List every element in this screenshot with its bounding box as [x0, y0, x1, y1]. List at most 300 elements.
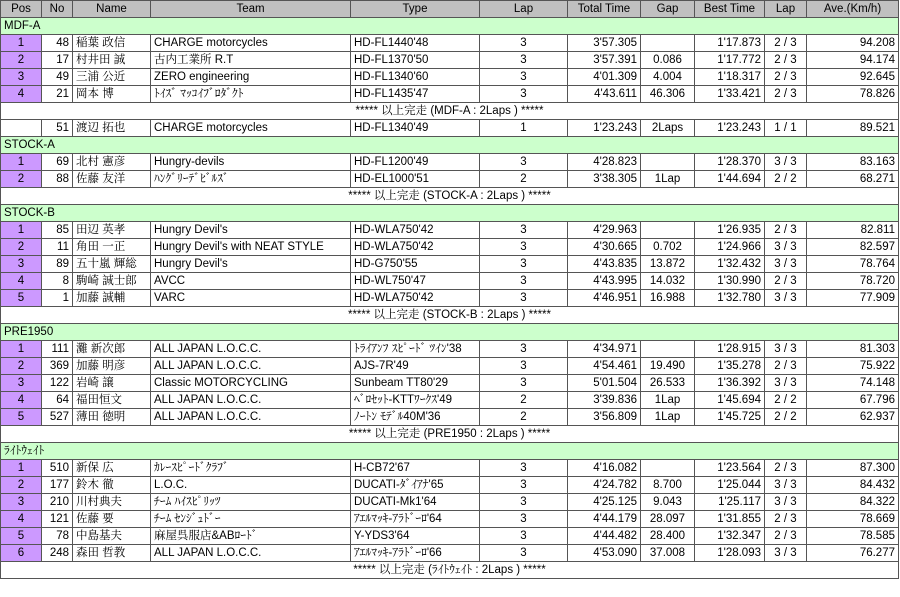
- cell-name: 川村典夫: [73, 494, 151, 511]
- header-best-time: Best Time: [695, 1, 765, 18]
- finish-line-row: [1, 103, 899, 120]
- cell-gap: 13.872: [641, 256, 695, 273]
- cell-name: 田辺 英孝: [73, 222, 151, 239]
- cell-best-lap: 3 / 3: [765, 154, 807, 171]
- table-row: [1, 273, 899, 290]
- cell-name: 福田恒文: [73, 392, 151, 409]
- cell-type: ﾉｰﾄﾝ ﾓﾃﾞﾙ40M'36: [351, 409, 480, 426]
- cell-type: DUCATI-Mk1'64: [351, 494, 480, 511]
- cell-total-time: 4'30.665: [568, 239, 641, 256]
- cell-lap: 3: [480, 528, 568, 545]
- header-name: Name: [73, 1, 151, 18]
- header-average-speed: Ave.(Km/h): [807, 1, 899, 18]
- cell-lap: 3: [480, 52, 568, 69]
- finish-text: ***** 以上完走 (STOCK-A : 2Laps ) *****: [1, 188, 899, 205]
- cell-no: 89: [42, 256, 73, 273]
- cell-name: 渡辺 拓也: [73, 120, 151, 137]
- cell-total-time: 4'43.611: [568, 86, 641, 103]
- cell-total-time: 3'56.809: [568, 409, 641, 426]
- cell-gap: 28.400: [641, 528, 695, 545]
- cell-gap: 28.097: [641, 511, 695, 528]
- cell-name: 岡本 博: [73, 86, 151, 103]
- cell-best-time: 1'45.694: [695, 392, 765, 409]
- cell-no: 69: [42, 154, 73, 171]
- cell-no: 64: [42, 392, 73, 409]
- cell-average-speed: 94.174: [807, 52, 899, 69]
- header-best-lap: Lap: [765, 1, 807, 18]
- cell-lap: 3: [480, 477, 568, 494]
- header-lap: Lap: [480, 1, 568, 18]
- cell-no: 121: [42, 511, 73, 528]
- cell-best-time: 1'44.694: [695, 171, 765, 188]
- cell-pos: 4: [1, 511, 42, 528]
- cell-type: HD-WL750'47: [351, 273, 480, 290]
- cell-best-time: 1'17.772: [695, 52, 765, 69]
- cell-type: ｱｴﾙﾏｯｷ-ｱﾗﾄﾞｰﾛ'66: [351, 545, 480, 562]
- cell-no: 527: [42, 409, 73, 426]
- cell-total-time: 3'57.391: [568, 52, 641, 69]
- cell-average-speed: 82.597: [807, 239, 899, 256]
- cell-type: HD-FL1370'50: [351, 52, 480, 69]
- cell-no: 11: [42, 239, 73, 256]
- cell-lap: 2: [480, 392, 568, 409]
- cell-name: 薄田 徳明: [73, 409, 151, 426]
- cell-average-speed: 78.585: [807, 528, 899, 545]
- cell-name: 三浦 公近: [73, 69, 151, 86]
- cell-average-speed: 81.303: [807, 341, 899, 358]
- cell-total-time: 4'28.823: [568, 154, 641, 171]
- cell-average-speed: 77.909: [807, 290, 899, 307]
- cell-no: 510: [42, 460, 73, 477]
- table-row: [1, 222, 899, 239]
- cell-gap: [641, 341, 695, 358]
- cell-total-time: 4'24.782: [568, 477, 641, 494]
- finish-text: ***** 以上完走 (STOCK-B : 2Laps ) *****: [1, 307, 899, 324]
- cell-name: 佐藤 要: [73, 511, 151, 528]
- cell-total-time: 3'38.305: [568, 171, 641, 188]
- cell-best-lap: 3 / 3: [765, 494, 807, 511]
- cell-average-speed: 75.922: [807, 358, 899, 375]
- cell-gap: 16.988: [641, 290, 695, 307]
- cell-team: ALL JAPAN L.O.C.C.: [151, 409, 351, 426]
- cell-team: ﾊﾝｸﾞﾘｰﾃﾞﾋﾞﾙｽﾞ: [151, 171, 351, 188]
- cell-no: 210: [42, 494, 73, 511]
- cell-lap: 3: [480, 273, 568, 290]
- cell-gap: [641, 460, 695, 477]
- cell-type: HD-FL1340'60: [351, 69, 480, 86]
- finish-text: ***** 以上完走 (PRE1950 : 2Laps ) *****: [1, 426, 899, 443]
- cell-no: 122: [42, 375, 73, 392]
- table-row: [1, 120, 899, 137]
- cell-team: L.O.C.: [151, 477, 351, 494]
- cell-pos: [1, 120, 42, 137]
- finish-text: ***** 以上完走 (MDF-A : 2Laps ) *****: [1, 103, 899, 120]
- cell-type: HD-WLA750'42: [351, 290, 480, 307]
- cell-pos: 2: [1, 52, 42, 69]
- cell-name: 稲葉 政信: [73, 35, 151, 52]
- cell-type: HD-EL1000'51: [351, 171, 480, 188]
- cell-no: 1: [42, 290, 73, 307]
- cell-team: ALL JAPAN L.O.C.C.: [151, 392, 351, 409]
- cell-average-speed: 83.163: [807, 154, 899, 171]
- cell-type: Sunbeam TT80'29: [351, 375, 480, 392]
- cell-no: 8: [42, 273, 73, 290]
- cell-team: VARC: [151, 290, 351, 307]
- cell-average-speed: 62.937: [807, 409, 899, 426]
- cell-pos: 5: [1, 409, 42, 426]
- table-row: [1, 477, 899, 494]
- cell-name: 森田 哲教: [73, 545, 151, 562]
- cell-best-time: 1'25.117: [695, 494, 765, 511]
- table-row: [1, 494, 899, 511]
- cell-team: ﾄｲｽﾞ ﾏｯｺｲﾌﾞﾛﾀﾞｸﾄ: [151, 86, 351, 103]
- cell-team: ﾁｰﾑ ﾊｲｽﾋﾟﾘｯﾂ: [151, 494, 351, 511]
- cell-name: 灘 新次郎: [73, 341, 151, 358]
- cell-name: 五十嵐 輝総: [73, 256, 151, 273]
- cell-pos: 5: [1, 528, 42, 545]
- cell-pos: 2: [1, 239, 42, 256]
- cell-best-time: 1'28.915: [695, 341, 765, 358]
- cell-gap: 8.700: [641, 477, 695, 494]
- table-row: [1, 171, 899, 188]
- cell-no: 369: [42, 358, 73, 375]
- cell-type: HD-WLA750'42: [351, 239, 480, 256]
- cell-best-time: 1'17.873: [695, 35, 765, 52]
- finish-line-row: [1, 307, 899, 324]
- cell-gap: 0.086: [641, 52, 695, 69]
- cell-lap: 3: [480, 222, 568, 239]
- cell-total-time: 5'01.504: [568, 375, 641, 392]
- cell-best-lap: 3 / 3: [765, 341, 807, 358]
- class-header-row: [1, 205, 899, 222]
- cell-pos: 2: [1, 358, 42, 375]
- cell-best-lap: 2 / 3: [765, 273, 807, 290]
- cell-total-time: 4'53.090: [568, 545, 641, 562]
- cell-best-lap: 2 / 3: [765, 358, 807, 375]
- cell-best-lap: 3 / 3: [765, 375, 807, 392]
- cell-best-lap: 3 / 3: [765, 477, 807, 494]
- cell-type: Y-YDS3'64: [351, 528, 480, 545]
- cell-average-speed: 89.521: [807, 120, 899, 137]
- cell-team: ALL JAPAN L.O.C.C.: [151, 545, 351, 562]
- cell-type: H-CB72'67: [351, 460, 480, 477]
- cell-team: Classic MOTORCYCLING: [151, 375, 351, 392]
- cell-total-time: 4'16.082: [568, 460, 641, 477]
- class-name: PRE1950: [1, 324, 899, 341]
- cell-name: 加藤 明彦: [73, 358, 151, 375]
- cell-average-speed: 68.271: [807, 171, 899, 188]
- cell-name: 新保 広: [73, 460, 151, 477]
- table-row: [1, 511, 899, 528]
- cell-total-time: 4'01.309: [568, 69, 641, 86]
- cell-best-lap: 2 / 2: [765, 171, 807, 188]
- cell-gap: 1Lap: [641, 392, 695, 409]
- cell-name: 村井田 誠: [73, 52, 151, 69]
- cell-average-speed: 76.277: [807, 545, 899, 562]
- cell-name: 角田 一正: [73, 239, 151, 256]
- cell-team: 古内工業所 R.T: [151, 52, 351, 69]
- table-row: [1, 375, 899, 392]
- cell-pos: 1: [1, 35, 42, 52]
- cell-pos: 3: [1, 69, 42, 86]
- cell-best-time: 1'18.317: [695, 69, 765, 86]
- cell-gap: 1Lap: [641, 409, 695, 426]
- cell-best-time: 1'32.432: [695, 256, 765, 273]
- cell-lap: 3: [480, 290, 568, 307]
- cell-pos: 2: [1, 171, 42, 188]
- cell-total-time: 3'39.836: [568, 392, 641, 409]
- cell-average-speed: 87.300: [807, 460, 899, 477]
- cell-lap: 3: [480, 154, 568, 171]
- cell-pos: 4: [1, 273, 42, 290]
- cell-team: ZERO engineering: [151, 69, 351, 86]
- cell-team: Hungry Devil's: [151, 222, 351, 239]
- cell-average-speed: 78.669: [807, 511, 899, 528]
- cell-gap: 0.702: [641, 239, 695, 256]
- results-body: [1, 18, 899, 579]
- cell-team: CHARGE motorcycles: [151, 35, 351, 52]
- cell-total-time: 4'25.125: [568, 494, 641, 511]
- cell-average-speed: 67.796: [807, 392, 899, 409]
- cell-no: 49: [42, 69, 73, 86]
- cell-best-time: 1'28.093: [695, 545, 765, 562]
- cell-gap: [641, 154, 695, 171]
- cell-gap: 46.306: [641, 86, 695, 103]
- table-row: [1, 528, 899, 545]
- table-row: [1, 256, 899, 273]
- header-gap: Gap: [641, 1, 695, 18]
- cell-gap: 14.032: [641, 273, 695, 290]
- cell-type: DUCATI-ﾀﾞｲｱﾅ'65: [351, 477, 480, 494]
- cell-name: 岩崎 譲: [73, 375, 151, 392]
- cell-best-lap: 3 / 3: [765, 239, 807, 256]
- cell-lap: 3: [480, 35, 568, 52]
- cell-name: 駒崎 誠士郎: [73, 273, 151, 290]
- header-pos: Pos: [1, 1, 42, 18]
- cell-team: 麻屋呉服店&ABﾛｰﾄﾞ: [151, 528, 351, 545]
- cell-best-time: 1'24.966: [695, 239, 765, 256]
- cell-total-time: 4'46.951: [568, 290, 641, 307]
- cell-pos: 3: [1, 375, 42, 392]
- cell-gap: 19.490: [641, 358, 695, 375]
- cell-average-speed: 78.720: [807, 273, 899, 290]
- table-row: [1, 86, 899, 103]
- class-header-row: [1, 443, 899, 460]
- cell-best-lap: 2 / 2: [765, 409, 807, 426]
- table-row: [1, 545, 899, 562]
- class-name: STOCK-A: [1, 137, 899, 154]
- cell-name: 鈴木 徹: [73, 477, 151, 494]
- cell-lap: 3: [480, 69, 568, 86]
- class-header-row: [1, 137, 899, 154]
- cell-type: ﾄﾗｲｱﾝﾌ ｽﾋﾟｰﾄﾞ ﾂｲﾝ'38: [351, 341, 480, 358]
- cell-pos: 1: [1, 222, 42, 239]
- cell-average-speed: 82.811: [807, 222, 899, 239]
- header-type: Type: [351, 1, 480, 18]
- cell-team: CHARGE motorcycles: [151, 120, 351, 137]
- cell-pos: 3: [1, 494, 42, 511]
- table-row: [1, 341, 899, 358]
- cell-best-time: 1'36.392: [695, 375, 765, 392]
- cell-best-time: 1'31.855: [695, 511, 765, 528]
- cell-best-lap: 3 / 3: [765, 256, 807, 273]
- cell-lap: 3: [480, 341, 568, 358]
- cell-pos: 4: [1, 392, 42, 409]
- cell-total-time: 4'44.179: [568, 511, 641, 528]
- class-name: ﾗｲﾄｳｪｲﾄ: [1, 443, 899, 460]
- cell-no: 21: [42, 86, 73, 103]
- cell-team: ALL JAPAN L.O.C.C.: [151, 358, 351, 375]
- cell-total-time: 3'57.305: [568, 35, 641, 52]
- cell-best-lap: 2 / 2: [765, 392, 807, 409]
- cell-pos: 1: [1, 341, 42, 358]
- cell-lap: 3: [480, 494, 568, 511]
- cell-type: HD-FL1435'47: [351, 86, 480, 103]
- cell-average-speed: 84.432: [807, 477, 899, 494]
- cell-average-speed: 78.826: [807, 86, 899, 103]
- cell-lap: 2: [480, 409, 568, 426]
- cell-no: 48: [42, 35, 73, 52]
- cell-total-time: 4'43.835: [568, 256, 641, 273]
- table-row: [1, 460, 899, 477]
- cell-type: HD-WLA750'42: [351, 222, 480, 239]
- table-row: [1, 239, 899, 256]
- cell-total-time: 4'54.461: [568, 358, 641, 375]
- cell-type: AJS-7R'49: [351, 358, 480, 375]
- cell-pos: 5: [1, 290, 42, 307]
- cell-gap: [641, 35, 695, 52]
- cell-best-lap: 2 / 3: [765, 460, 807, 477]
- cell-best-lap: 1 / 1: [765, 120, 807, 137]
- cell-pos: 3: [1, 256, 42, 273]
- finish-line-row: [1, 562, 899, 579]
- cell-type: HD-FL1340'49: [351, 120, 480, 137]
- cell-lap: 3: [480, 256, 568, 273]
- cell-no: 88: [42, 171, 73, 188]
- cell-lap: 3: [480, 86, 568, 103]
- cell-no: 85: [42, 222, 73, 239]
- cell-gap: [641, 222, 695, 239]
- cell-best-time: 1'23.243: [695, 120, 765, 137]
- finish-line-row: [1, 188, 899, 205]
- cell-best-lap: 2 / 3: [765, 69, 807, 86]
- cell-best-lap: 2 / 3: [765, 528, 807, 545]
- cell-team: AVCC: [151, 273, 351, 290]
- class-name: MDF-A: [1, 18, 899, 35]
- cell-best-lap: 3 / 3: [765, 290, 807, 307]
- cell-lap: 3: [480, 358, 568, 375]
- cell-gap: 9.043: [641, 494, 695, 511]
- cell-best-lap: 2 / 3: [765, 511, 807, 528]
- table-row: [1, 392, 899, 409]
- cell-best-lap: 2 / 3: [765, 35, 807, 52]
- cell-lap: 3: [480, 460, 568, 477]
- cell-no: 51: [42, 120, 73, 137]
- cell-no: 177: [42, 477, 73, 494]
- table-row: [1, 290, 899, 307]
- header-team: Team: [151, 1, 351, 18]
- table-row: [1, 69, 899, 86]
- cell-gap: 26.533: [641, 375, 695, 392]
- cell-best-time: 1'35.278: [695, 358, 765, 375]
- cell-average-speed: 78.764: [807, 256, 899, 273]
- table-row: [1, 409, 899, 426]
- cell-best-time: 1'32.347: [695, 528, 765, 545]
- table-row: [1, 52, 899, 69]
- cell-average-speed: 74.148: [807, 375, 899, 392]
- cell-total-time: 4'29.963: [568, 222, 641, 239]
- cell-best-time: 1'25.044: [695, 477, 765, 494]
- table-row: [1, 358, 899, 375]
- header-no: No: [42, 1, 73, 18]
- cell-total-time: 4'44.482: [568, 528, 641, 545]
- cell-best-time: 1'45.725: [695, 409, 765, 426]
- cell-best-lap: 2 / 3: [765, 222, 807, 239]
- cell-team: ｶﾚｰｽﾋﾟｰﾄﾞｸﾗﾌﾞ: [151, 460, 351, 477]
- cell-team: Hungry-devils: [151, 154, 351, 171]
- cell-team: ﾁｰﾑ ｾﾝｼﾞｭﾄﾞｰ: [151, 511, 351, 528]
- cell-type: HD-G750'55: [351, 256, 480, 273]
- cell-name: 中島基夫: [73, 528, 151, 545]
- cell-type: ｱｴﾙﾏｯｷ-ｱﾗﾄﾞｰﾛ'64: [351, 511, 480, 528]
- cell-best-time: 1'33.421: [695, 86, 765, 103]
- cell-average-speed: 92.645: [807, 69, 899, 86]
- cell-lap: 3: [480, 239, 568, 256]
- cell-team: ALL JAPAN L.O.C.C.: [151, 341, 351, 358]
- class-name: STOCK-B: [1, 205, 899, 222]
- cell-pos: 2: [1, 477, 42, 494]
- finish-text: ***** 以上完走 (ﾗｲﾄｳｪｲﾄ : 2Laps ) *****: [1, 562, 899, 579]
- cell-team: Hungry Devil's: [151, 256, 351, 273]
- cell-pos: 1: [1, 460, 42, 477]
- cell-best-time: 1'28.370: [695, 154, 765, 171]
- cell-best-lap: 3 / 3: [765, 545, 807, 562]
- cell-pos: 4: [1, 86, 42, 103]
- cell-pos: 1: [1, 154, 42, 171]
- cell-no: 248: [42, 545, 73, 562]
- cell-lap: 3: [480, 511, 568, 528]
- finish-line-row: [1, 426, 899, 443]
- cell-type: HD-FL1440'48: [351, 35, 480, 52]
- cell-lap: 2: [480, 171, 568, 188]
- cell-total-time: 4'43.995: [568, 273, 641, 290]
- cell-type: HD-FL1200'49: [351, 154, 480, 171]
- cell-best-lap: 2 / 3: [765, 86, 807, 103]
- cell-gap: 37.008: [641, 545, 695, 562]
- cell-no: 78: [42, 528, 73, 545]
- cell-total-time: 1'23.243: [568, 120, 641, 137]
- cell-best-time: 1'30.990: [695, 273, 765, 290]
- class-header-row: [1, 324, 899, 341]
- cell-team: Hungry Devil's with NEAT STYLE: [151, 239, 351, 256]
- cell-average-speed: 94.208: [807, 35, 899, 52]
- cell-best-lap: 2 / 3: [765, 52, 807, 69]
- table-row: [1, 35, 899, 52]
- cell-gap: 2Laps: [641, 120, 695, 137]
- cell-best-time: 1'32.780: [695, 290, 765, 307]
- cell-name: 北村 憲彦: [73, 154, 151, 171]
- header-row: [1, 1, 899, 18]
- table-row: [1, 154, 899, 171]
- cell-total-time: 4'34.971: [568, 341, 641, 358]
- cell-type: ﾍﾞﾛｾｯﾄ-KTTﾜｰｸｽ'49: [351, 392, 480, 409]
- cell-pos: 6: [1, 545, 42, 562]
- cell-lap: 3: [480, 545, 568, 562]
- header-total-time: Total Time: [568, 1, 641, 18]
- cell-lap: 1: [480, 120, 568, 137]
- cell-lap: 3: [480, 375, 568, 392]
- cell-name: 加藤 誠輔: [73, 290, 151, 307]
